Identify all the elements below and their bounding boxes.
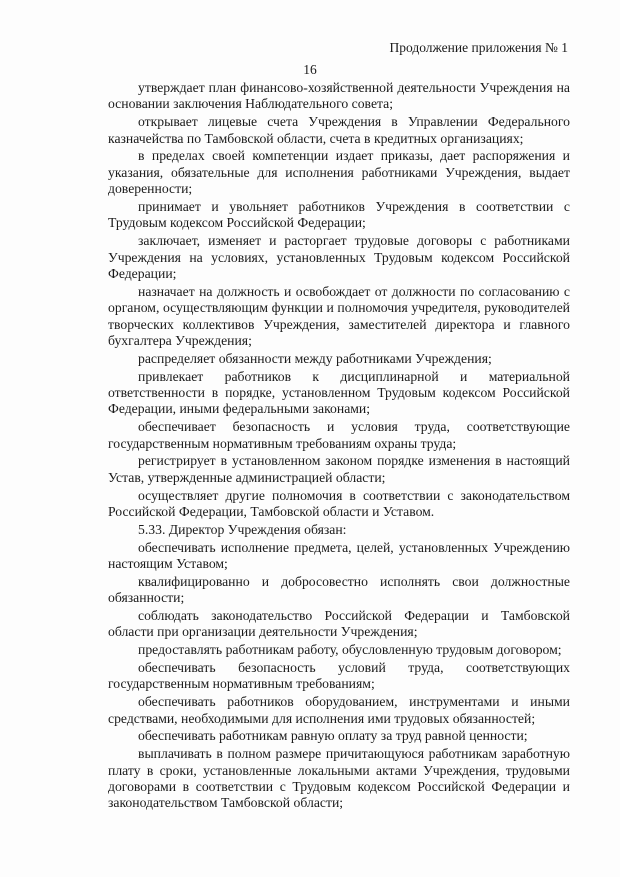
paragraph: соблюдать законодательство Российской Федерации и Тамбовской области при организации деятельности Учреждения; — [108, 608, 570, 640]
paragraph: в пределах своей компетенции издает приказы, дает распоряжения и указания, обязательные для исполнения работниками Учреждения, выдает доверенности; — [108, 148, 570, 197]
paragraph: обеспечивает безопасность и условия труда, соответствующие государственным нормативным требованиям охраны труда; — [108, 419, 570, 451]
paragraph: выплачивать в полном размере причитающуюся работникам заработную плату в сроки, установленные локальными актами Учреждения, трудовыми договорами в соответствии с Трудовым кодексом Российской Федерации и законодательством Тамбовской области; — [108, 746, 570, 811]
paragraph: утверждает план финансово-хозяйственной деятельности Учреждения на основании заключения Наблюдательного совета; — [108, 80, 570, 112]
paragraph: привлекает работников к дисциплинарной и материальной ответственности в порядке, установленном Трудовым кодексом Российской Федерации, иными федеральными законами; — [108, 368, 570, 417]
paragraph: принимает и увольняет работников Учреждения в соответствии с Трудовым кодексом Российской Федерации; — [108, 199, 570, 231]
paragraph: обеспечивать безопасность условий труда, соответствующих государственным нормативным требованиям; — [108, 660, 570, 692]
paragraph: распределяет обязанности между работниками Учреждения; — [138, 350, 492, 366]
paragraph: обеспечивать работников оборудованием, инструментами и иными средствами, необходимыми для исполнения ими трудовых обязанностей; — [108, 694, 570, 726]
paragraph: обеспечивать работникам равную оплату за труд равной ценности; — [138, 728, 528, 744]
paragraph: обеспечивать исполнение предмета, целей, установленных Учреждению настоящим Уставом; — [108, 539, 570, 572]
paragraph: заключает, изменяет и расторгает трудовые договоры с работниками Учреждения на условиях, установленных Трудовым кодексом Российской Федерации; — [108, 233, 570, 282]
paragraph: предоставлять работникам работу, обусловленную трудовым договором; — [138, 642, 562, 658]
section-heading-5-33: 5.33. Директор Учреждения обязан: — [138, 521, 347, 537]
paragraph: назначает на должность и освобождает от должности по согласованию с органом, осуществляющим функции и полномочия учредителя, руководителей творческих коллективов Учреждения, заместителей директора и главного бухгалтера Учреждения; — [108, 283, 570, 349]
paragraph: квалифицированно и добросовестно исполнять свои должностные обязанности; — [108, 573, 570, 606]
page-number: 16 — [303, 62, 317, 77]
paragraph: открывает лицевые счета Учреждения в Управлении Федерального казначейства по Тамбовской области, счета в кредитных организациях; — [108, 114, 570, 146]
paragraph: осуществляет другие полномочия в соответствии с законодательством Российской Федерации, Тамбовской области и Уставом. — [108, 487, 570, 520]
paragraph: регистрирует в установленном законом порядке изменения в настоящий Устав, утвержденные администрацией области; — [108, 453, 570, 485]
appendix-continuation-note: Продолжение приложения № 1 — [389, 40, 568, 55]
document-body — [108, 80, 570, 813]
